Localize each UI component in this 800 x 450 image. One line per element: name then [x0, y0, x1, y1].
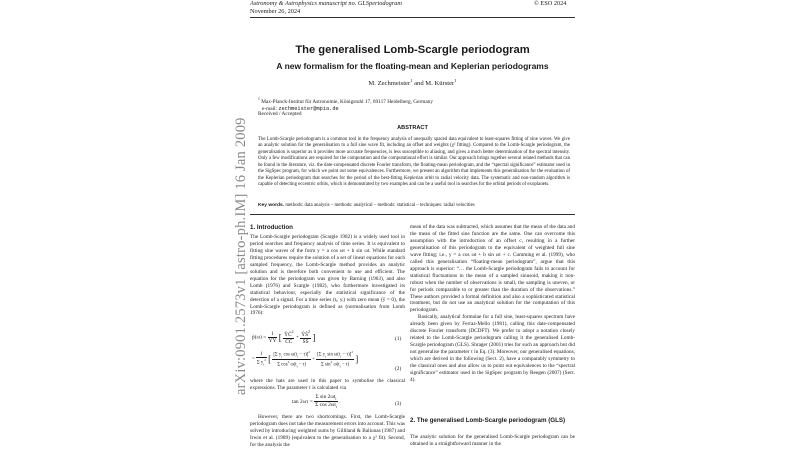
equation-2: = $\frac{1}{\Sigma y_i^2}$ [ $\frac{[\Sigma y_i \cos \omega(t_i - \tau)]^2}{\Sigma \cos^2 \omega(t_i - \tau)}$ + $\frac{[\Sigma y_i \sin \omega(t_i - \tau)]^2}{\Sigma \sin^2 \omega(t_i - \tau)}$ ] — [252, 350, 359, 369]
author-1: M. Zechmeister — [368, 80, 411, 88]
keywords-text: methods: data analysis – methods: analytical – methods: statistical – techniques: radial velocities — [284, 203, 475, 208]
paper-title: The generalised Lomb-Scargle periodogram — [295, 44, 530, 56]
author-1-affil: 1 — [410, 78, 413, 83]
arxiv-identifier: arXiv:0901.2573v1 [astro-ph.IM] 16 Jan 2009 — [233, 117, 249, 395]
institute: $^1$ Max-Planck-Institut für Astronomie, Königstuhl 17, 69117 Heidelberg, Germany — [258, 97, 434, 105]
email-line: e-mail: zechmeister@mpia.de — [262, 105, 339, 112]
intro-column-2 — [410, 224, 575, 384]
email-link[interactable]: zechmeister@mpia.de — [278, 105, 339, 112]
section-1-heading: 1. Introduction — [250, 224, 293, 231]
paper-subtitle: A new formalism for the floating-mean and Keplerian periodograms — [276, 61, 549, 71]
abstract-heading: ABSTRACT — [397, 125, 428, 131]
equation-3: tan 2ωτ = $\frac{\Sigma \sin 2\omega t_i}{\Sigma \cos 2\omega t_i}$ . — [292, 394, 341, 410]
abstract-rule — [250, 214, 575, 215]
journal-line: Astronomy & Astrophysics manuscript no. GLSperiodogram — [250, 0, 402, 7]
left-margin — [0, 0, 225, 450]
equation-1: p̂(ω) = $\frac{1}{ŶŶ}$ [ $\frac{ŶĈ^2}{ĈĈ}$ + $\frac{ŶŜ^2}{ŜŜ}$ ] — [252, 330, 316, 345]
author-2: and M. Kürster — [412, 80, 455, 88]
intro-paragraph-3: However, there are two shortcomings. First, the Lomb-Scargle periodogram does not take the measurement errors into account. This was solved by introducing weighted sums by Gilliland & Baliunas (1987) and Irwin et al. (1989) (equivalent to the generalisation to a χ² fit). Second, for the analysis the — [250, 414, 405, 448]
keywords-label: Key words. — [258, 203, 285, 208]
intro-paragraph-2: where the hats are used in this paper to symbolise the classical expressions. The parameter τ is calculated via — [250, 378, 405, 391]
section-2-paragraph: The analytic solution for the generalised Lomb-Scargle periodogram can be obtained in a straightforward manner in the — [410, 434, 575, 447]
intro-paragraph-1: The Lomb-Scargle periodogram (Scargle 1982) is a widely used tool in period searches and frequency analysis of time series. It is equivalent to fitting sine waves of the form y = a cos ωt + b sin ωt. While standard fitting procedures require the solution of a set of linear equations for each sampled frequency, the Lomb-Scargle method provides an analytic solution and is therefore both convenient to use and efficient. The equation for the periodogram was given by Barning (1963), and also Lomb (1976) and Scargle (1982), who furthermore investigated its statistical behaviour, especially the statistical significance of the detection of a signal. For a time series (tᵢ, yᵢ) with zero mean (ȳ = 0), the Lomb-Scargle periodogram is defined as (normalisation from Lomb 1976): — [250, 234, 405, 317]
received-line: Received / Accepted — [258, 111, 302, 117]
equation-1-number: (1) — [395, 336, 402, 342]
manuscript-date: November 26, 2024 — [250, 8, 301, 16]
keywords — [258, 203, 570, 209]
intro-paragraph-5: Basically, analytical formulae for a full sine, least-squares spectrum have already been given by Ferraz-Mello (1981), calling this date-compensated discrete Fourier transform (DCDFT). We prefer to adopt a notation closely related to the Lomb-Scargle periodogram calling it the generalised Lomb-Scargle periodogram (GLS). Shrager (2001) tries for such an approach but did not generalise the parameter τ in Eq. (3). Moreover, our generalised equations, which are derived in the following (Sect. 2), have a comparably symmetry to the classical ones and also allow us to point out equivalences to the “spectral significance” estimator used in the SigSpec program by Reegen (2007) (Sect. 4). — [410, 314, 575, 383]
copyright-notice: © ESO 2024 — [534, 0, 567, 7]
section-2-heading: 2. The generalised Lomb-Scargle periodogram (GLS) — [410, 417, 566, 424]
equation-3-number: (3) — [395, 401, 402, 407]
running-header — [250, 0, 402, 16]
intro-paragraph-4: mean of the data was subtracted, which assumes that the mean of the data and the mean of the fitted sine function are the same. One can overcome this assumption with the introduction of an offset c, resulting in a further generalisation of this periodogram to the equivalent of weighted full sine wave fitting; i.e., y = a cos ωt + b sin ωt + c. Cumming et al. (1999), who called this generalisation “floating-mean periodogram”, argue that this approach is superior: “… the Lomb-Scargle periodogram fails to account for statistical fluctuations in the mean of a sampled sinusoid, making it non-robust when the number of observations is small, the sampling is uneven, or for periods comparable to or greater than the duration of the observations.” These authors provided a formal definition and also a sophisticated statistical treatment, but do not use an analytical solution for the computation of this periodogram. — [410, 224, 575, 314]
author-2-affil: 1 — [454, 78, 457, 83]
equation-2-number: (2) — [395, 366, 402, 372]
abstract-text: The Lomb-Scargle periodogram is a common tool in the frequency analysis of unequally spaced data equivalent to least-squares fitting of sine waves. We give an analytic solution for the generalisation to a full sine wave fit, including an offset and weights (χ² fitting). Compared to the Lomb-Scargle periodogram, the generalisation is superior as it provides more accurate frequencies, is less susceptible to aliasing, and gives a much better determination of the spectral intensity. Only a few modifications are required for the computation and the computational effort is similar. Our approach brings together several related methods that can be found in the literature, viz. the date-compensated discrete Fourier transform, the floating-mean periodogram, and the “spectral significance” estimator used in the SigSpec program, for which we point out some equivalences. Furthermore, we present an algorithm that implements this generalisation for the evaluation of the Keplerian periodogram that searches for the period of the best-fitting Keplerian orbit to radial velocity data. The systematic and non-random algorithm is capable of detecting eccentric orbits, which is demonstrated by two examples and can be a useful tool in searches for the orbital periods of exoplanets. — [258, 137, 570, 188]
author-list — [250, 78, 575, 87]
header-rule — [250, 17, 575, 18]
